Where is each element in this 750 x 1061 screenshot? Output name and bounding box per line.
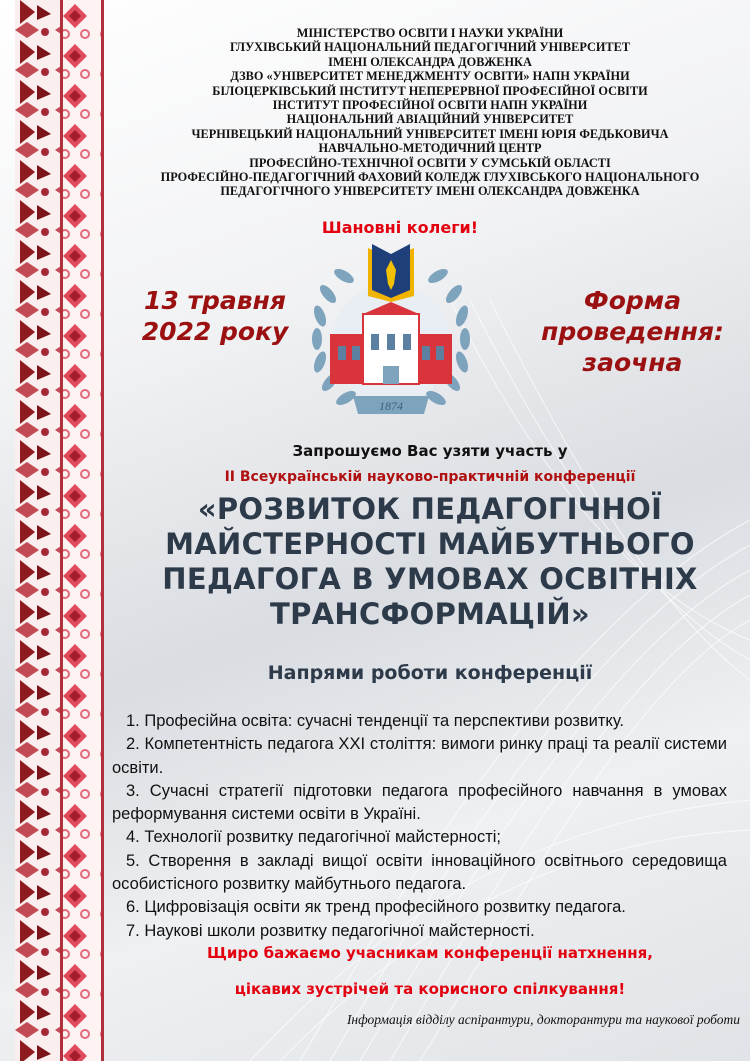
conference-name: ІІ Всеукраїнській науково-практичній конференції bbox=[224, 469, 636, 485]
university-logo bbox=[308, 234, 474, 420]
organizer-line: ПЕДАГОГІЧНОГО УНІВЕРСИТЕТУ ІМЕНІ ОЛЕКСАНДРА ДОВЖЕНКА bbox=[220, 184, 640, 199]
date-year: 2022 року bbox=[141, 317, 289, 346]
greeting: Шановні колеги! bbox=[321, 218, 479, 237]
list-item: 4. Технології розвитку педагогічної майстерності; bbox=[126, 828, 502, 847]
wishes-line: цікавих зустрічей та корисного спілкування! bbox=[234, 980, 626, 998]
organizer-line: НАЦІОНАЛЬНИЙ АВІАЦІЙНИЙ УНІВЕРСИТЕТ bbox=[286, 112, 574, 127]
title-line: МАЙСТЕРНОСТІ МАЙБУТНЬОГО bbox=[165, 527, 695, 561]
event-date bbox=[120, 285, 310, 347]
organizer-line: ІНСТИТУТ ПРОФЕСІЙНОЇ ОСВІТИ НАПН УКРАЇНИ bbox=[272, 98, 588, 113]
organizer-line: НАВЧАЛЬНО-МЕТОДИЧНИЙ ЦЕНТР bbox=[318, 141, 542, 156]
organizer-line: ГЛУХІВСЬКИЙ НАЦІОНАЛЬНИЙ ПЕДАГОГІЧНИЙ УНІВЕРСИТЕТ bbox=[229, 40, 631, 55]
invitation-text: Запрошуємо Вас узяти участь у bbox=[292, 442, 568, 460]
logo-year: 1874 bbox=[379, 399, 403, 413]
list-item: 5. Створення в закладі вищої освіти інноваційного освітнього середовища особистісного розвитку майбутнього педагога. bbox=[112, 851, 727, 894]
list-item: 1. Професійна освіта: сучасні тенденції та перспективи розвитку. bbox=[126, 712, 625, 730]
list-item: 2. Компетентність педагога XXI століття: вимоги ринку праці та реалії системи освіти. bbox=[112, 735, 727, 777]
embroidery-ornament bbox=[15, 0, 105, 1061]
title-line: ПЕДАГОГА В УМОВАХ ОСВІТНІХ bbox=[162, 562, 698, 596]
format-line: Форма bbox=[583, 286, 682, 315]
conference-title bbox=[110, 492, 750, 632]
directions-heading: Напрями роботи конференції bbox=[267, 662, 593, 684]
date-day: 13 травня bbox=[144, 286, 286, 315]
organizer-line: ПРОФЕСІЙНО-ПЕДАГОГІЧНИЙ ФАХОВИЙ КОЛЕДЖ ГЛУХІВСЬКОГО НАЦІОНАЛЬНОГО bbox=[160, 170, 700, 185]
title-line: «РОЗВИТОК ПЕДАГОГІЧНОЇ bbox=[197, 492, 663, 526]
list-item: 6. Цифровізація освіти як тренд професійного розвитку педагога. bbox=[126, 898, 626, 917]
organizer-line: ІМЕНІ ОЛЕКСАНДРА ДОВЖЕНКА bbox=[328, 54, 532, 69]
organizer-line: ДЗВО «УНІВЕРСИТЕТ МЕНЕДЖМЕНТУ ОСВІТИ» НАПН УКРАЇНИ bbox=[230, 69, 630, 84]
organizer-line: ЧЕРНІВЕЦЬКИЙ НАЦІОНАЛЬНИЙ УНІВЕРСИТЕТ ІМЕНІ ЮРІЯ ФЕДЬКОВИЧА bbox=[191, 126, 669, 141]
footer-note: Інформація відділу аспірантури, докторантури та наукової роботи bbox=[346, 1012, 740, 1027]
organizers-header bbox=[110, 26, 750, 199]
organizer-line: БІЛОЦЕРКІВСЬКИЙ ІНСТИТУТ НЕПЕРЕРВНОЇ ПРОФЕСІЙНОЇ ОСВІТИ bbox=[212, 83, 648, 98]
title-line: ТРАНСФОРМАЦІЙ» bbox=[270, 597, 590, 631]
list-item: 7. Наукові школи розвитку педагогічної майстерності. bbox=[126, 921, 535, 940]
list-item: 3. Сучасні стратегії підготовки педагога професійного навчання в умовах реформування системи освіти в Україні. bbox=[112, 781, 727, 824]
wishes-line: Щиро бажаємо учасникам конференції натхнення, bbox=[207, 944, 653, 962]
directions-list bbox=[112, 710, 727, 943]
event-format bbox=[520, 285, 745, 378]
format-line: заочна bbox=[582, 348, 683, 377]
organizer-line: МІНІСТЕРСТВО ОСВІТИ І НАУКИ УКРАЇНИ bbox=[296, 26, 564, 40]
format-line: проведення: bbox=[541, 317, 724, 346]
organizer-line: ПРОФЕСІЙНО-ТЕХНІЧНОЇ ОСВІТИ У СУМСЬКІЙ ОБЛАСТІ bbox=[249, 155, 611, 170]
